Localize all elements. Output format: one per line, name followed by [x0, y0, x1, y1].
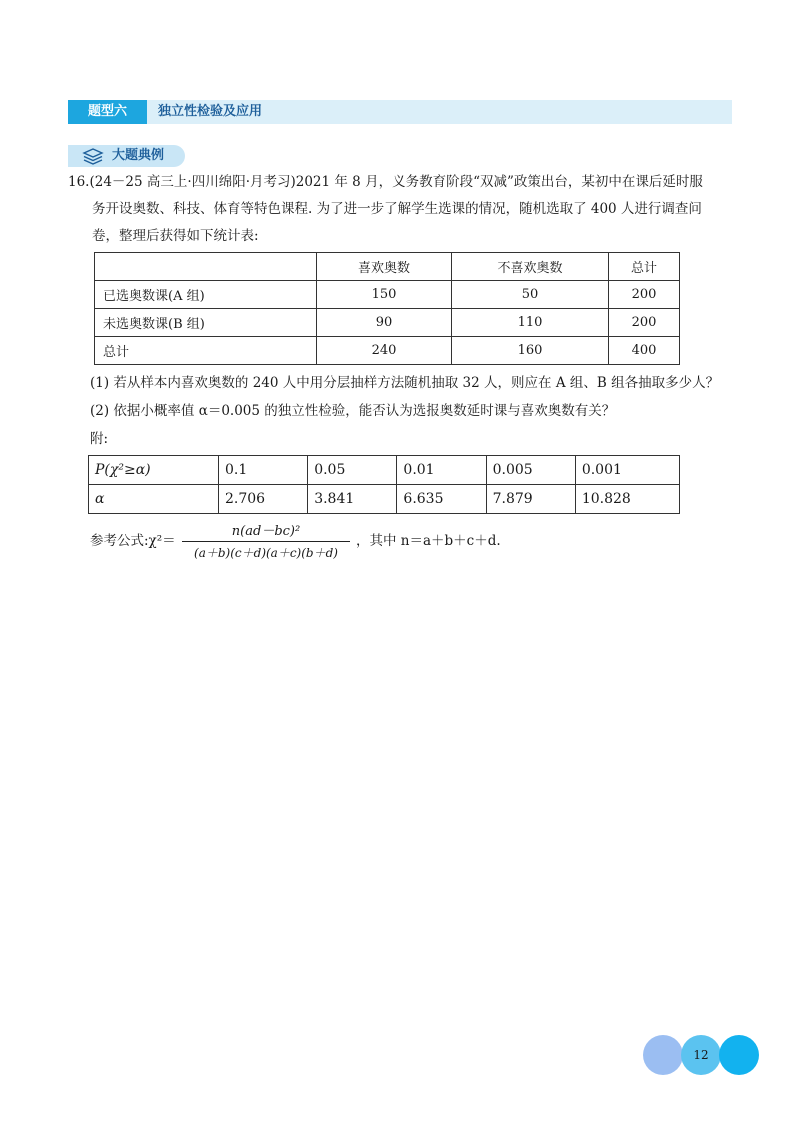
table-cell: 已选奥数课(A 组) — [95, 281, 317, 309]
table-cell: 0.005 — [486, 456, 575, 485]
table-cell: 200 — [609, 309, 680, 337]
question-line-3: 卷，整理后获得如下统计表: — [92, 228, 259, 244]
section-tag: 题型六 — [68, 100, 147, 124]
table-cell: 未选奥数课(B 组) — [95, 309, 317, 337]
contingency-table — [94, 252, 680, 365]
table-cell: 90 — [317, 309, 452, 337]
table-header-row — [95, 253, 680, 281]
table-header-cell — [95, 253, 317, 281]
table-header-cell: 喜欢奥数 — [317, 253, 452, 281]
table-cell: 0.01 — [397, 456, 486, 485]
formula-denominator: (a＋b)(c＋d)(a＋c)(b＋d) — [194, 546, 338, 560]
table-cell: 总计 — [95, 337, 317, 365]
table-cell: 6.635 — [397, 485, 486, 514]
table-row — [95, 337, 680, 365]
table-cell: 400 — [609, 337, 680, 365]
formula-tail: ，其中 n＝a＋b＋c＋d. — [356, 533, 501, 549]
section-title: 独立性检验及应用 — [158, 104, 263, 119]
sub-question-1: (1) 若从样本内喜欢奥数的 240 人中用分层抽样方法随机抽取 32 人，则应在 A 组、B 组各抽取多少人？ — [90, 375, 720, 391]
table-row — [95, 281, 680, 309]
table-cell: 110 — [452, 309, 609, 337]
example-label: 大题典例 — [112, 148, 165, 163]
table-cell: 10.828 — [575, 485, 679, 514]
page-number: 12 — [693, 1048, 709, 1062]
appendix-label: 附: — [90, 431, 109, 447]
formula-numerator: n(ad－bc)² — [182, 520, 350, 542]
table-cell: 240 — [317, 337, 452, 365]
example-badge — [68, 145, 185, 167]
decor-circle — [643, 1035, 683, 1075]
table-row — [89, 485, 680, 514]
critical-value-table — [88, 455, 680, 514]
question-line-2: 务开设奥数、科技、体育等特色课程. 为了进一步了解学生选课的情况，随机选取了 400 人进行调查问 — [92, 201, 702, 217]
sub-question-2: (2) 依据小概率值 α＝0.005 的独立性检验，能否认为选报奥数延时课与喜欢奥数有关？ — [90, 403, 616, 419]
table-cell: α — [89, 485, 219, 514]
table-header-cell: 不喜欢奥数 — [452, 253, 609, 281]
question-number: 16. — [68, 174, 90, 190]
table-header-cell: 总计 — [609, 253, 680, 281]
page-number-badge — [643, 1035, 758, 1075]
layers-icon — [82, 148, 104, 165]
question-16 — [68, 169, 738, 250]
table-cell: P(χ²≥α) — [89, 456, 219, 485]
table-cell: 200 — [609, 281, 680, 309]
table-cell: 7.879 — [486, 485, 575, 514]
section-header — [68, 100, 732, 124]
table-row — [89, 456, 680, 485]
formula-label: 参考公式:χ²＝ — [90, 533, 176, 549]
question-line-1: 16.(24－25 高三上·四川绵阳·月考习)2021 年 8 月，义务教育阶段“双减”政策出台，某初中在课后延时服 — [68, 174, 703, 190]
table-cell: 160 — [452, 337, 609, 365]
table-cell: 2.706 — [219, 485, 308, 514]
table-cell: 3.841 — [308, 485, 397, 514]
table-cell: 150 — [317, 281, 452, 309]
formula-fraction — [182, 520, 350, 561]
table-cell: 0.1 — [219, 456, 308, 485]
table-cell: 0.001 — [575, 456, 679, 485]
table-cell: 0.05 — [308, 456, 397, 485]
decor-circle — [719, 1035, 759, 1075]
table-row — [95, 309, 680, 337]
table-cell: 50 — [452, 281, 609, 309]
